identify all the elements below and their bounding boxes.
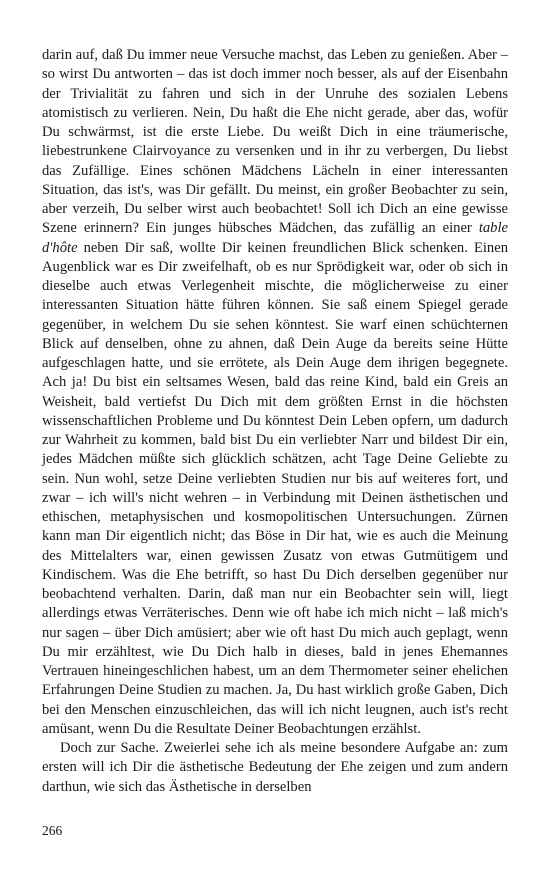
paragraph-text: darin auf, daß Du immer neue Versuche machst, das Leben zu genießen. Aber – so wirst Du antworten – das ist doch immer noch besser, als auf der Eisenbahn der Trivialität zu fahren und sich in der Unruhe des sozialen Lebens atomistisch zu verlieren. Nein, Du haßt die Ehe nicht gerade, aber das, wofür Du schwärmst, ist die erste Liebe. Du weißt Dich in eine träumerische, liebestrunkene Clairvoyance zu versenken und in ihr zu verbergen, Du liebst das Zufällige. Eines schönen Mädchens Lächeln in einer interessanten Situation, das ist's, was Dir gefällt. Du meinst, ein großer Beobachter zu sein, aber verzeih, Du selber wirst auch beobachtet! Soll ich Dich an eine gewisse Szene erinnern? Ein junges hübsches Mädchen, das zufällig an einer xyxy=(42,47,508,237)
page-number: 266 xyxy=(42,823,63,838)
paragraph xyxy=(42,46,508,739)
italic-phrase: table d'hôte xyxy=(42,220,508,256)
paragraph: Doch zur Sache. Zweierlei sehe ich als meine besondere Aufgabe an: zum ersten will ich Dir die ästhetische Bedeutung der Ehe zeigen und zum andern darthun, wie sich das Ästhetische in derselben xyxy=(42,740,508,795)
paragraph-text: neben Dir saß, wollte Dir keinen freundlichen Blick schenken. Einen Augenblick war es Dir zweifelhaft, ob es nur Sprödigkeit war, oder ob sich in dieselbe auch etwas Verlegenheit mischte, die möglicherweise zu einer interessanten Situation hätte führen können. Sie saß einem Spiegel gerade gegenüber, in welchem Du sie sehen könntest. Sie warf einen schüchternen Blick auf denselben, ohne zu ahnen, daß Dein Auge da bereits seine Hütte aufgeschlagen hatte, und sie errötete, als Dein Auge dem ihrigen begegnete. Ach ja! Du bist ein seltsames Wesen, bald das reine Kind, bald ein Greis an Weisheit, bald vertiefst Du Dich mit dem größten Ernst in die höchsten wissenschaftlichen Probleme und Du könntest Dein Leben opfern, um dadurch zur Wahrheit zu kommen, bald bist Du ein verliebter Narr und bildest Dir ein, jedes Mädchen müßte sich glücklich schätzen, acht Tage Deine Geliebte zu sein. Nun wohl, setze Deine verliebten Studien nur bis auf weiteres fort, und zwar – ich will's nicht wehren – in Verbindung mit Deinen ästhetischen und ethischen, metaphysischen und kosmopolitischen Untersuchungen. Zürnen kann man Dir eigentlich nicht; das Böse in Dir hat, wie es auch die Meinung des Mittelalters war, einen gewissen Zusatz von etwas Gutmütigem und Kindischem. Was die Ehe betrifft, so hast Du Dich derselben gegenüber nur beobachtend verhalten. Darin, daß man nur ein Beobachter sein will, liegt allerdings etwas Verräterisches. Denn wie oft habe ich mich nicht – laß mich's nur sagen – über Dich amüsiert; aber wie oft hast Du mich auch geplagt, wenn Du mir erzähltest, wie Du Dich halb in dieses, bald in jenes Ehemannes Vertrauen hineingeschlichen habest, um an dem Thermometer seiner ehelichen Erfahrungen Deine Studien zu machen. Ja, Du hast wirklich große Gaben, Dich bei den Menschen einzuschleichen, das will ich nicht leugnen, auch ist's recht amüsant, wenn Du die Resultate Deiner Beobachtungen erzählst. xyxy=(42,239,508,737)
body-text xyxy=(42,46,508,797)
